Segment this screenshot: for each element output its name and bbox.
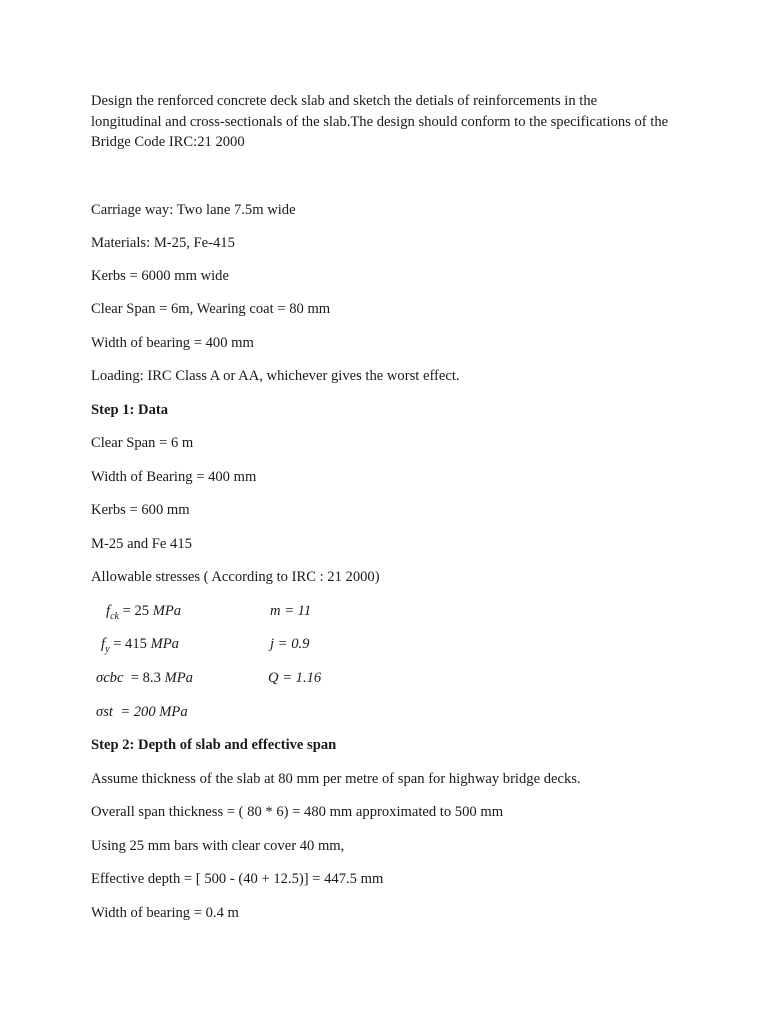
step2-assumption: Assume thickness of the slab at 80 mm per metre of span for highway bridge decks. [91,771,581,787]
given-carriage-way: Carriage way: Two lane 7.5m wide [91,202,296,218]
problem-statement-line: Design the renforced concrete deck slab and sketch the detials of reinforcements in the [91,93,598,109]
equation-j: j = 0.9 [270,636,310,652]
problem-statement [91,91,711,153]
step2-width-of-bearing: Width of bearing = 0.4 m [91,905,239,921]
equation-q: Q = 1.16 [268,670,322,686]
given-kerbs: Kerbs = 6000 mm wide [91,268,229,284]
equation-fck: $f_{ck} = 25$ MPa [106,603,182,622]
step1-width-of-bearing: Width of Bearing = 400 mm [91,469,257,485]
step2-effective-depth: Effective depth = [ 500 - (40 + 12.5)] = 447.5 mm [91,871,384,887]
step1-kerbs: Kerbs = 600 mm [91,502,190,518]
step1-heading: Step 1: Data [91,402,169,418]
equation-sigma-cbc: σcbc = 8.3 MPa [96,670,193,686]
given-materials: Materials: M-25, Fe-415 [91,235,235,251]
step1-clear-span: Clear Span = 6 m [91,435,194,451]
step1-allowable-stresses: Allowable stresses ( According to IRC : 21 2000) [91,569,380,585]
problem-statement-line: longitudinal and cross-sectionals of the slab.The design should conform to the specifications of the [91,113,669,130]
given-width-of-bearing: Width of bearing = 400 mm [91,335,254,351]
step2-overall-thickness: Overall span thickness = ( 80 * 6) = 480 mm approximated to 500 mm [91,804,504,820]
equation-m: m = 11 [270,603,312,619]
step2-bars-cover: Using 25 mm bars with clear cover 40 mm, [91,838,345,854]
step1-materials: M-25 and Fe 415 [91,536,192,552]
equation-sigma-st: σst = 200 MPa [96,704,188,720]
given-loading: Loading: IRC Class A or AA, whichever gives the worst effect. [91,368,460,384]
step2-heading: Step 2: Depth of slab and effective span [91,737,337,753]
equation-fy: $f_y = 415$ MPa [101,636,179,655]
given-clear-span: Clear Span = 6m, Wearing coat = 80 mm [91,301,331,317]
problem-statement-line: Bridge Code IRC:21 2000 [91,134,245,150]
